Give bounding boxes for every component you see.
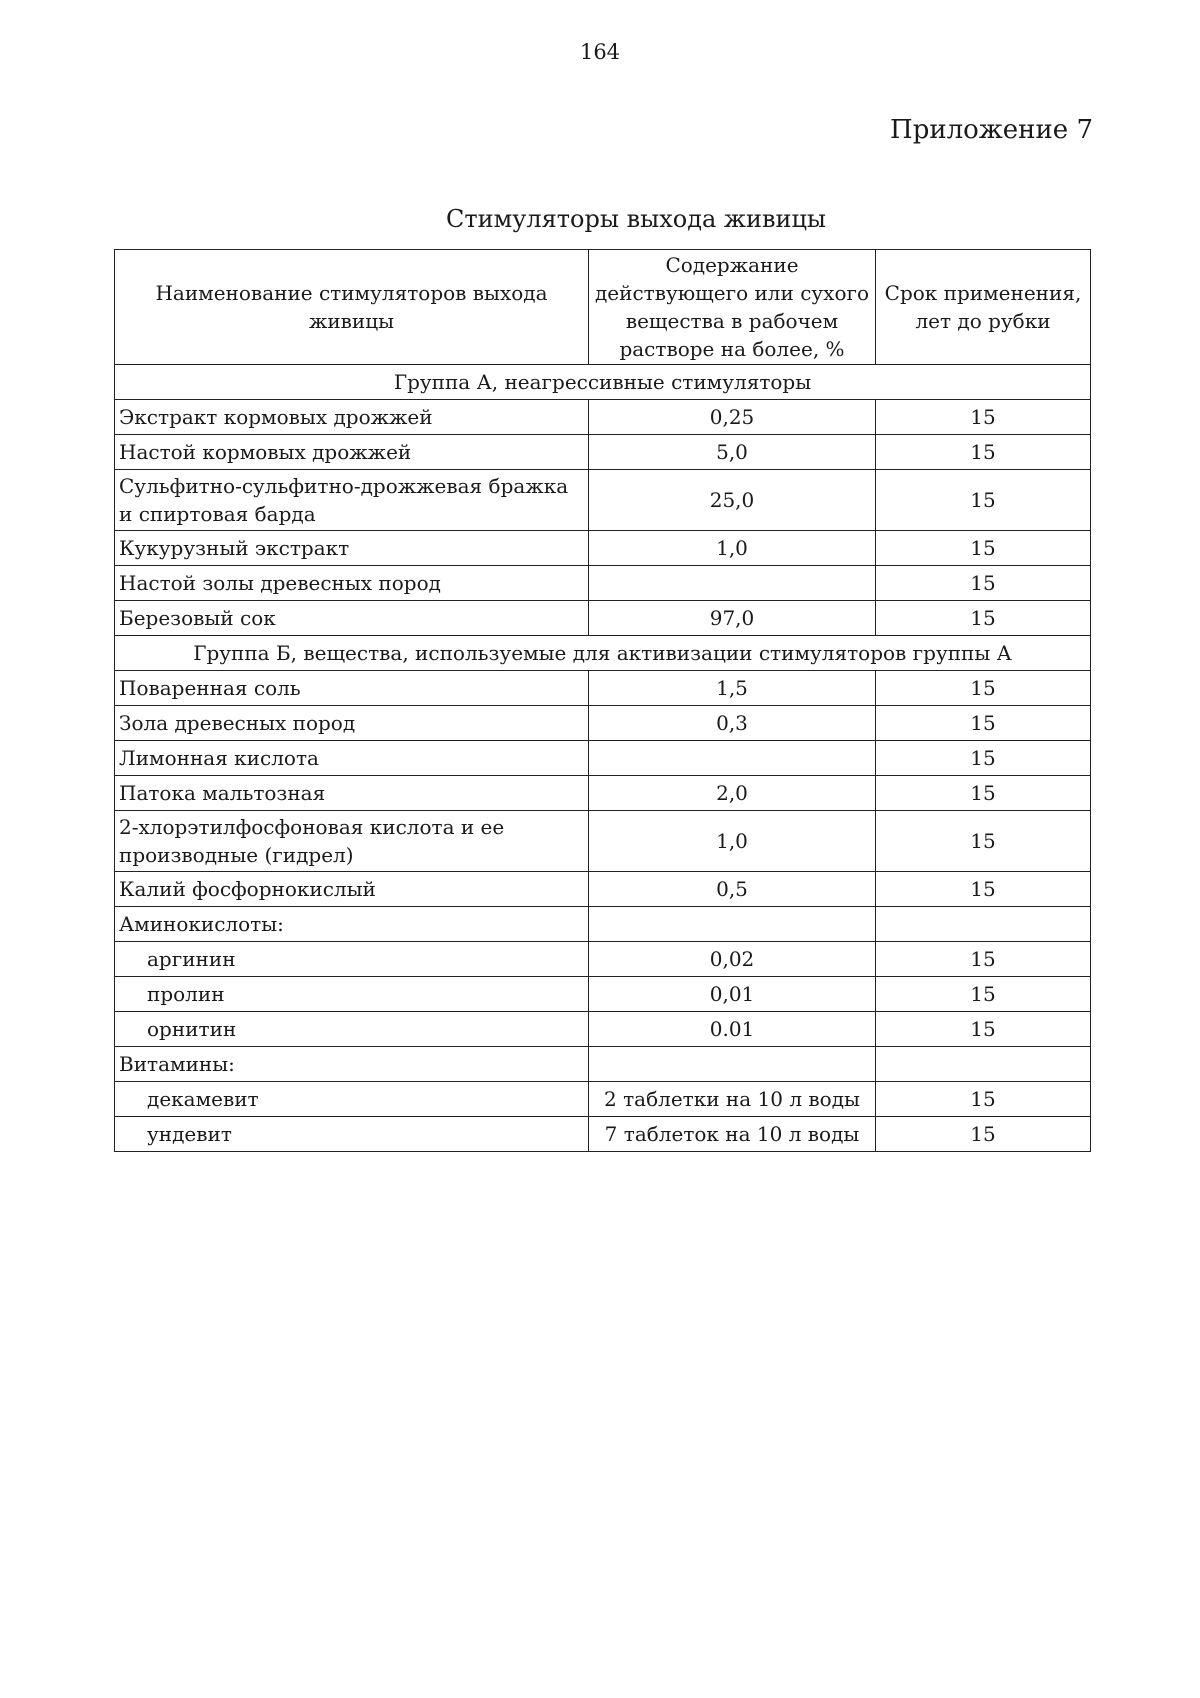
group-b-title: Группа Б, вещества, используемые для активизации стимуляторов группы А — [115, 636, 1091, 671]
cell-name: Кукурузный экстракт — [115, 531, 589, 566]
cell-content — [589, 907, 876, 942]
group-a-title: Группа А, неагрессивные стимуляторы — [115, 365, 1091, 400]
cell-content: 0,3 — [589, 706, 876, 741]
cell-name: декамевит — [115, 1082, 589, 1117]
cell-term: 15 — [876, 435, 1091, 470]
cell-content: 5,0 — [589, 435, 876, 470]
header-content: Содержание действующего или сухого вещества в рабочем растворе на более, % — [589, 250, 876, 365]
table-row — [115, 566, 1091, 601]
cell-name: Зола древесных пород — [115, 706, 589, 741]
cell-name: орнитин — [115, 1012, 589, 1047]
table-row — [115, 776, 1091, 811]
cell-term: 15 — [876, 531, 1091, 566]
table-row — [115, 435, 1091, 470]
page-number: 164 — [579, 40, 621, 64]
cell-term: 15 — [876, 1082, 1091, 1117]
cell-name: Настой золы древесных пород — [115, 566, 589, 601]
cell-content: 97,0 — [589, 601, 876, 636]
header-name: Наименование стимуляторов выхода живицы — [115, 250, 589, 365]
cell-content: 1,0 — [589, 531, 876, 566]
cell-term — [876, 907, 1091, 942]
table-row — [115, 400, 1091, 435]
cell-name: Сульфитно-сульфитно-дрожжевая бражка и спиртовая барда — [115, 470, 589, 531]
cell-term: 15 — [876, 1012, 1091, 1047]
cell-term: 15 — [876, 671, 1091, 706]
cell-name: Экстракт кормовых дрожжей — [115, 400, 589, 435]
cell-content: 1,0 — [589, 811, 876, 872]
cell-content — [589, 1047, 876, 1082]
cell-content: 2 таблетки на 10 л воды — [589, 1082, 876, 1117]
cell-term — [876, 1047, 1091, 1082]
table-row — [115, 907, 1091, 942]
table-row — [115, 942, 1091, 977]
table-row — [115, 872, 1091, 907]
cell-content: 0,02 — [589, 942, 876, 977]
cell-content — [589, 741, 876, 776]
cell-name: Патока мальтозная — [115, 776, 589, 811]
cell-name: Поваренная соль — [115, 671, 589, 706]
cell-name: Березовый сок — [115, 601, 589, 636]
cell-term: 15 — [876, 470, 1091, 531]
table-row — [115, 1117, 1091, 1152]
cell-content: 0,25 — [589, 400, 876, 435]
table-title: Стимуляторы выхода живицы — [445, 205, 827, 233]
cell-content: 2,0 — [589, 776, 876, 811]
header-term: Срок применения, лет до рубки — [876, 250, 1091, 365]
table-row — [115, 1082, 1091, 1117]
cell-name: аргинин — [115, 942, 589, 977]
appendix-label: Приложение 7 — [890, 115, 1093, 145]
cell-name: Лимонная кислота — [115, 741, 589, 776]
cell-term: 15 — [876, 872, 1091, 907]
cell-name: Витамины: — [115, 1047, 589, 1082]
table-header-row — [115, 250, 1091, 365]
table-row — [115, 1012, 1091, 1047]
group-b-row — [115, 636, 1091, 671]
cell-term: 15 — [876, 776, 1091, 811]
table-row — [115, 741, 1091, 776]
cell-term: 15 — [876, 942, 1091, 977]
table-row — [115, 601, 1091, 636]
group-a-row — [115, 365, 1091, 400]
cell-name: Калий фосфорнокислый — [115, 872, 589, 907]
cell-content: 0,5 — [589, 872, 876, 907]
cell-term: 15 — [876, 811, 1091, 872]
cell-term: 15 — [876, 400, 1091, 435]
cell-content: 7 таблеток на 10 л воды — [589, 1117, 876, 1152]
table-row — [115, 470, 1091, 531]
table-row — [115, 977, 1091, 1012]
cell-name: 2-хлорэтилфосфоновая кислота и ее производные (гидрел) — [115, 811, 589, 872]
stimulators-table — [114, 249, 1091, 1152]
cell-name: ундевит — [115, 1117, 589, 1152]
cell-term: 15 — [876, 1117, 1091, 1152]
cell-name: пролин — [115, 977, 589, 1012]
cell-name: Настой кормовых дрожжей — [115, 435, 589, 470]
cell-content: 0,01 — [589, 977, 876, 1012]
cell-term: 15 — [876, 741, 1091, 776]
cell-term: 15 — [876, 977, 1091, 1012]
table-row — [115, 706, 1091, 741]
cell-content: 0.01 — [589, 1012, 876, 1047]
cell-name: Аминокислоты: — [115, 907, 589, 942]
cell-content: 25,0 — [589, 470, 876, 531]
cell-term: 15 — [876, 706, 1091, 741]
cell-term: 15 — [876, 566, 1091, 601]
cell-term: 15 — [876, 601, 1091, 636]
cell-content — [589, 566, 876, 601]
table-row — [115, 671, 1091, 706]
table-row — [115, 1047, 1091, 1082]
cell-content: 1,5 — [589, 671, 876, 706]
table-row — [115, 811, 1091, 872]
table-row — [115, 531, 1091, 566]
